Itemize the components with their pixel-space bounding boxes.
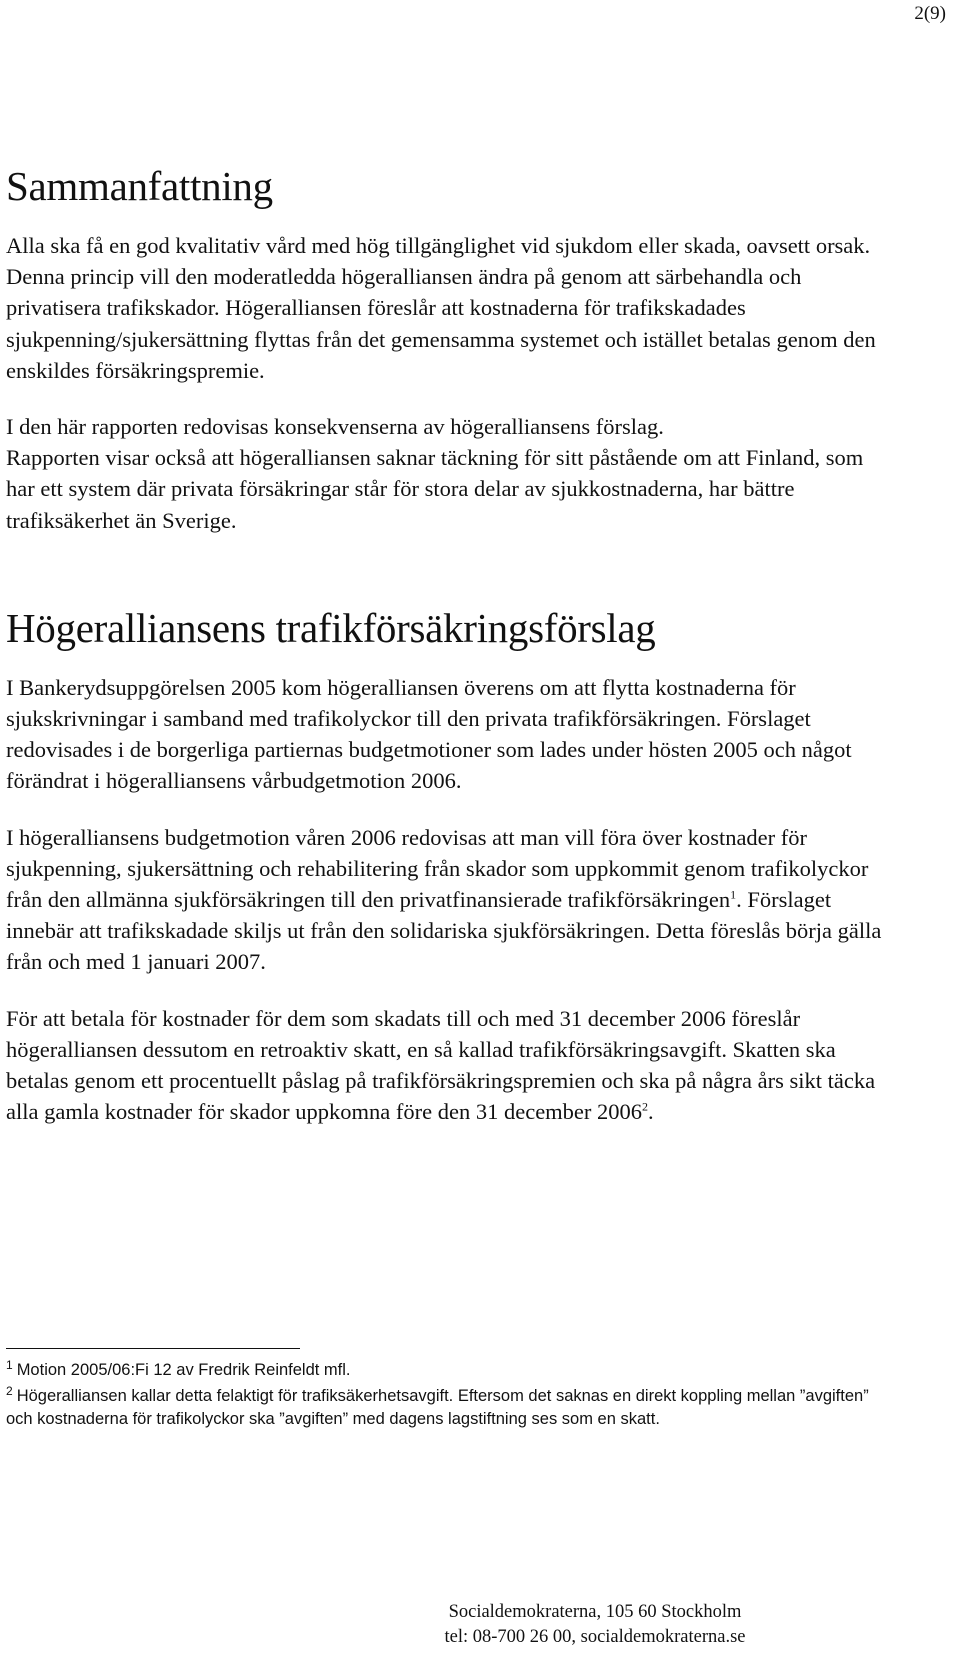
proposal-paragraph-3: [6, 1003, 886, 1128]
proposal-paragraph-3-text-end: .: [648, 1099, 654, 1125]
summary-section: [6, 162, 886, 536]
footnote-divider: [6, 1348, 300, 1349]
footnote-text-1: Motion 2005/06:Fi 12 av Fredrik Reinfeldt mfl.: [16, 1361, 351, 1379]
proposal-paragraph-2-text-end: . Förslaget innebär att trafikskadade skiljs ut från den solidariska sjukförsäkringen. Detta föreslås börja gälla från och med 1 januari 2007.: [6, 887, 882, 975]
proposal-heading: Högeralliansens trafikförsäkringsförslag: [6, 604, 656, 651]
footer-contact: tel: 08-700 26 00, socialdemokraterna.se: [444, 1627, 746, 1647]
footnote-ref-2[interactable]: 2: [642, 1099, 649, 1114]
footnote-1: [6, 1359, 886, 1382]
page-number: 2(9): [914, 3, 946, 24]
footnote-number-1: 1: [6, 1357, 13, 1372]
proposal-paragraph-3-text-start: För att betala för kostnader för dem som skadats till och med 31 december 2006 föreslår högeralliansen dessutom en retroaktiv skatt, en så kallad trafikförsäkringsavgift. Skatten ska betalas genom ett procentuellt påslag på trafikförsäkringspremien och ska på några års sikt täcka alla gamla kostnader för skador uppkomna före den 31 december 2006: [6, 1005, 876, 1125]
footnote-text-2: Högeralliansen kallar detta felaktigt för trafiksäkerhetsavgift. Eftersom det saknas en direkt koppling mellan ”avgiften” och kostnaderna för trafikolyckor ska ”avgiften” med dagens lagstiftning ses som en skatt.: [6, 1387, 869, 1428]
footnote-2: [6, 1385, 886, 1431]
footnotes: [6, 1348, 886, 1434]
proposal-section: [6, 604, 886, 1128]
proposal-paragraph-2: [6, 822, 886, 978]
footer-address: Socialdemokraterna, 105 60 Stockholm: [448, 1602, 742, 1622]
proposal-paragraph-2-text-start: I högeralliansens budgetmotion våren 2006 redovisas att man vill föra över kostnader för sjukpenning, sjukersättning och rehabilitering från skador som uppkommit genom trafikolyckor från den allmänna sjukförsäkringen till den privatfinansierade trafikförsäkringen: [6, 824, 869, 913]
footnote-ref-1[interactable]: 1: [730, 887, 737, 902]
summary-paragraph-1: Alla ska få en god kvalitativ vård med hög tillgänglighet vid sjukdom eller skada, oavsett orsak. Denna princip vill den moderatledda högeralliansen ändra på genom att särbehandla och privatisera trafikskador. Högeralliansen föreslår att kostnaderna för trafikskadades sjukpenning/sjukersättning flyttas från det gemensamma systemet och istället betalas genom den enskildes försäkringspremie.: [6, 233, 876, 383]
page-footer: [0, 1600, 960, 1650]
summary-heading: Sammanfattning: [6, 163, 273, 209]
summary-paragraph-3: Rapporten visar också att högeralliansen saknar täckning för sitt påstående om att Finland, som har ett system där privata försäkringar står för stora delar av sjukkostnaderna, har bättre trafiksäkerhet än Sverige.: [6, 445, 864, 533]
document-body: [6, 162, 886, 1152]
proposal-paragraph-1: I Bankerydsuppgörelsen 2005 kom högeralliansen överens om att flytta kostnaderna för sjukskrivningar i samband med trafikolyckor till den privata trafikförsäkringen. Förslaget redovisades i de borgerliga partiernas budgetmotioner som lades under hösten 2005 och något förändrat i högeralliansens vårbudgetmotion 2006.: [6, 674, 852, 794]
footnote-number-2: 2: [6, 1383, 13, 1398]
summary-paragraph-2: I den här rapporten redovisas konsekvenserna av högeralliansens förslag.: [6, 414, 664, 440]
